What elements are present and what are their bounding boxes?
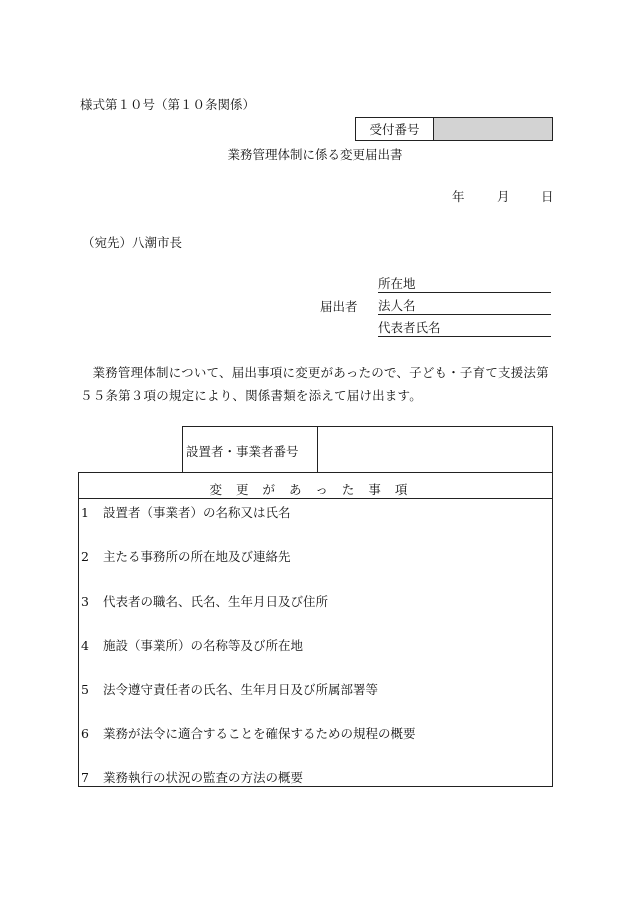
table-border — [78, 498, 553, 499]
item-text: 業務が法令に適合することを確保するための規程の概要 — [103, 726, 416, 741]
business-number-field[interactable] — [322, 442, 548, 462]
item-number: 3 — [81, 594, 89, 609]
address-field[interactable] — [378, 276, 551, 293]
item-number: 2 — [81, 549, 89, 564]
table-border — [182, 426, 183, 472]
list-item — [81, 636, 303, 654]
business-number-label: 設置者・事業者番号 — [186, 444, 299, 459]
declaration-text: 業務管理体制について、届出事項に変更があったので、子ども・子育て支援法第５５条第３項の規定により、関係書類を添えて届け出ます。 — [80, 365, 549, 403]
form-number: 様式第１０号（第１０条関係） — [80, 97, 256, 112]
list-item — [81, 768, 303, 786]
table-border — [78, 472, 79, 787]
table-border — [78, 472, 553, 473]
receipt-number-field[interactable] — [434, 118, 552, 140]
corporation-name-label: 法人名 — [378, 298, 416, 313]
item-text: 法令遵守責任者の氏名、生年月日及び所属部署等 — [103, 682, 379, 697]
address-label: 所在地 — [378, 276, 416, 291]
list-item — [81, 503, 291, 521]
date-month-label: 月 — [497, 189, 510, 204]
corporation-name-field[interactable] — [378, 298, 551, 315]
item-number: 6 — [81, 726, 89, 741]
item-text: 代表者の職名、氏名、生年月日及び住所 — [103, 594, 329, 609]
list-item — [81, 592, 328, 610]
item-number: 1 — [81, 505, 89, 520]
representative-name-label: 代表者氏名 — [378, 320, 441, 335]
list-item — [81, 547, 291, 565]
representative-name-field[interactable] — [378, 320, 551, 337]
table-border — [317, 426, 318, 472]
table-border — [182, 426, 553, 427]
item-text: 業務執行の状況の監査の方法の概要 — [103, 770, 304, 785]
receipt-number-box — [355, 117, 553, 141]
item-number: 5 — [81, 682, 89, 697]
receipt-number-label: 受付番号 — [356, 118, 434, 140]
list-item — [81, 680, 378, 698]
addressee: （宛先）八潮市長 — [82, 235, 183, 250]
change-items-header: 変更があった事項 — [209, 482, 422, 497]
date-year-label: 年 — [452, 189, 465, 204]
item-text: 施設（事業所）の名称等及び所在地 — [103, 638, 304, 653]
table-border — [78, 786, 553, 787]
item-text: 主たる事務所の所在地及び連絡先 — [103, 549, 291, 564]
item-text: 設置者（事業者）の名称又は氏名 — [103, 505, 291, 520]
document-title: 業務管理体制に係る変更届出書 — [227, 147, 403, 162]
item-number: 4 — [81, 638, 89, 653]
date-day-label: 日 — [541, 189, 554, 204]
change-items-table — [78, 426, 553, 787]
list-item — [81, 724, 416, 742]
applicant-label: 届出者 — [320, 299, 358, 314]
item-number: 7 — [81, 770, 89, 785]
